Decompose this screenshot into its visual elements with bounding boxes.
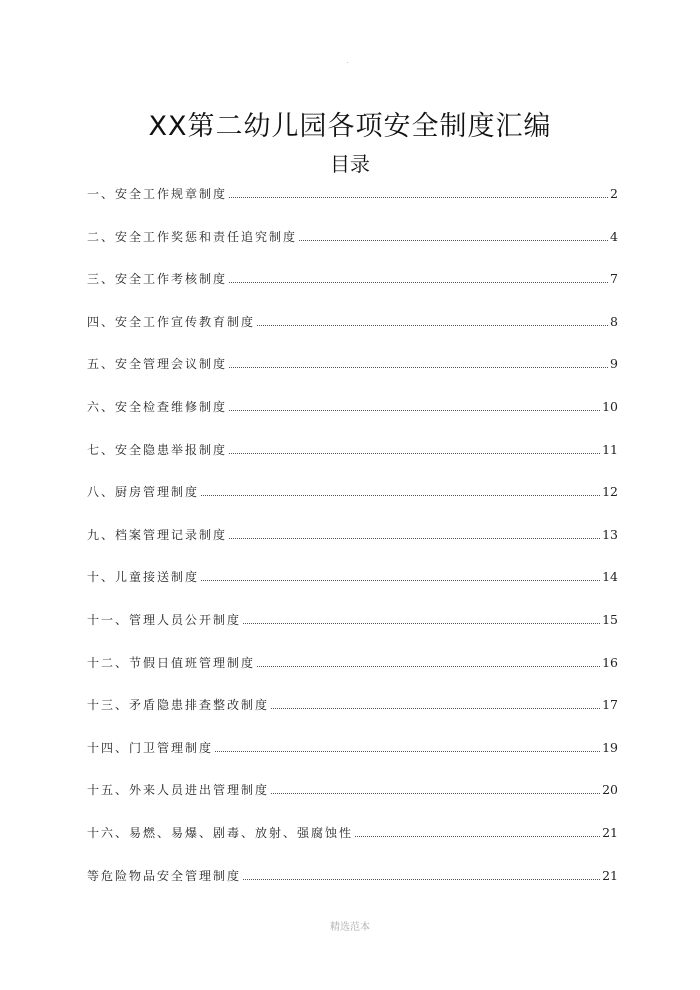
toc-entry-page-number: 17	[602, 697, 618, 713]
toc-dot-leader	[229, 452, 600, 454]
toc-entry-page-number: 11	[602, 441, 618, 457]
toc-dot-leader	[271, 707, 600, 709]
toc-entry[interactable]	[87, 183, 618, 226]
toc-entry-label: 六、安全检查维修制度	[87, 399, 228, 414]
toc-dot-leader	[257, 324, 608, 326]
toc-entry[interactable]	[87, 268, 618, 311]
toc-dot-leader	[229, 281, 608, 283]
toc-heading: 目录	[330, 152, 370, 176]
toc-entry[interactable]	[87, 737, 618, 780]
header-mark: .	[346, 56, 349, 65]
toc-entry-page-number: 12	[602, 484, 618, 500]
toc-dot-leader	[243, 878, 600, 880]
toc-entry-page-number: 8	[610, 313, 618, 329]
toc-dot-leader	[257, 665, 600, 667]
toc-entry-label: 十二、节假日值班管理制度	[87, 655, 256, 670]
toc-entry-label: 十六、易燃、易爆、剧毒、放射、强腐蚀性	[87, 825, 354, 840]
toc-entry-label: 七、安全隐患举报制度	[87, 442, 228, 457]
toc-entry-page-number: 9	[610, 356, 618, 372]
toc-entry-label: 三、安全工作考核制度	[87, 272, 228, 287]
toc-entry[interactable]	[87, 226, 618, 269]
toc-entry-label: 九、档案管理记录制度	[87, 527, 228, 542]
toc-dot-leader	[215, 750, 600, 752]
toc-entry-label: 十四、门卫管理制度	[87, 740, 214, 755]
toc-entry[interactable]	[87, 439, 618, 482]
toc-entry-page-number: 14	[602, 569, 618, 585]
toc-entry[interactable]	[87, 396, 618, 439]
page-footer: 精选范本	[330, 922, 370, 933]
toc-entry-page-number: 2	[610, 186, 618, 201]
toc-entry[interactable]	[87, 524, 618, 567]
toc-entry[interactable]	[87, 822, 618, 865]
toc-dot-leader	[299, 239, 608, 241]
toc-entry-page-number: 21	[602, 867, 618, 883]
toc-entry-page-number: 13	[602, 526, 618, 542]
toc-entry-label: 十、儿童接送制度	[87, 570, 200, 585]
toc-entry-label: 二、安全工作奖惩和责任追究制度	[87, 229, 298, 244]
toc-entry[interactable]	[87, 865, 618, 908]
toc-dot-leader	[201, 579, 600, 581]
toc-dot-leader	[355, 835, 600, 837]
toc-entry[interactable]	[87, 566, 618, 609]
table-of-contents	[87, 183, 618, 907]
toc-entry[interactable]	[87, 481, 618, 524]
toc-dot-leader	[271, 792, 600, 794]
toc-entry[interactable]	[87, 779, 618, 822]
toc-entry[interactable]	[87, 311, 618, 354]
toc-entry-page-number: 10	[602, 398, 618, 414]
toc-entry-label: 四、安全工作宣传教育制度	[87, 314, 256, 329]
toc-entry[interactable]	[87, 353, 618, 396]
toc-entry-page-number: 4	[610, 228, 618, 244]
toc-dot-leader	[229, 366, 608, 368]
toc-entry[interactable]	[87, 652, 618, 695]
toc-entry-page-number: 21	[602, 824, 618, 840]
toc-entry[interactable]	[87, 694, 618, 737]
toc-entry-label: 五、安全管理会议制度	[87, 357, 228, 372]
toc-dot-leader	[243, 622, 600, 624]
toc-dot-leader	[201, 494, 600, 496]
toc-entry-page-number: 16	[602, 654, 618, 670]
toc-entry[interactable]	[87, 609, 618, 652]
toc-dot-leader	[229, 196, 608, 198]
document-title: XX第二幼儿园各项安全制度汇编	[148, 111, 552, 142]
toc-dot-leader	[229, 537, 600, 539]
toc-entry-page-number: 7	[610, 271, 618, 287]
toc-entry-label: 十三、矛盾隐患排查整改制度	[87, 698, 270, 713]
toc-entry-label: 十五、外来人员进出管理制度	[87, 783, 270, 798]
toc-entry-label: 十一、管理人员公开制度	[87, 612, 242, 627]
toc-entry-label: 等危险物品安全管理制度	[87, 868, 242, 883]
toc-entry-page-number: 19	[602, 739, 618, 755]
toc-dot-leader	[229, 409, 600, 411]
toc-entry-label: 一、安全工作规章制度	[87, 187, 228, 201]
toc-entry-page-number: 20	[602, 782, 618, 798]
toc-entry-page-number: 15	[602, 611, 618, 627]
toc-entry-label: 八、厨房管理制度	[87, 485, 200, 500]
